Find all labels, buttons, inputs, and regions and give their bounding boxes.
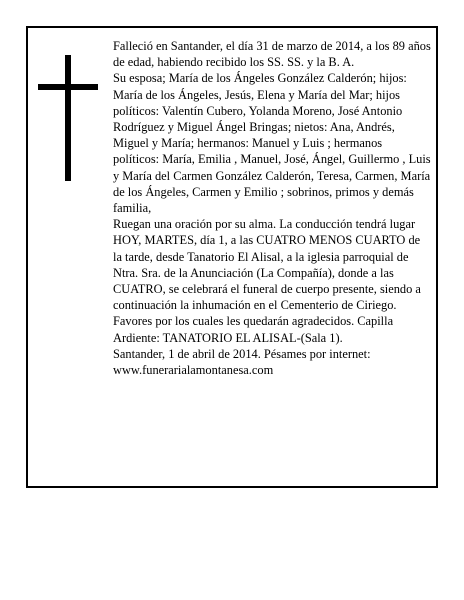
obituary-text (113, 38, 431, 378)
cross-icon (38, 55, 98, 181)
date-and-condolences: Santander, 1 de abril de 2014. Pésames por internet: www.funerarialamontanesa.com (113, 346, 371, 378)
death-announcement: Falleció en Santander, el día 31 de marzo de 2014, a los 89 años de edad, habiendo recibido los SS. SS. y la B. A. (113, 39, 431, 70)
family-list: Su esposa; María de los Ángeles González Calderón; hijos: María de los Ángeles, Jesús, Elena y María del Mar; hijos políticos: Valentín Cubero, Yolanda Moreno, José Antonio Rodríguez y Miguel Ángel Bringas; nietos: Ana, Andrés, Miguel y María; hermanos: Manuel y Luis ; hermanos políticos: María, Emilia , Manuel, José, Ángel, Guillermo , Luis y María del Carmen González Calderón, Teresa, Carmen, María de los Ángeles, Carmen y Emilio ; sobrinos, primos y demás familia, (113, 71, 431, 216)
cross-horizontal-bar (38, 84, 98, 90)
cross-vertical-bar (65, 55, 71, 181)
funeral-details: Ruegan una oración por su alma. La conducción tendrá lugar HOY, MARTES, día 1, a las CUATRO MENOS CUARTO de la tarde, desde Tanatorio El Alisal, a la iglesia parroquial de Ntra. Sra. de la Anunciación (La Compañía), donde a las CUATRO, se celebrará el funeral de cuerpo presente, siendo a continuación la inhumación en el Cementerio de Ciriego. Favores por los cuales les quedarán agradecidos. Capilla Ardiente: TANATORIO EL ALISAL-(Sala 1). (113, 217, 421, 345)
